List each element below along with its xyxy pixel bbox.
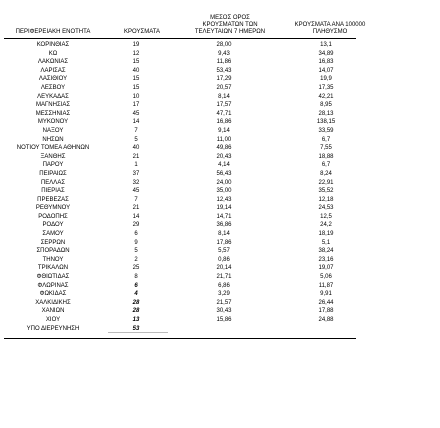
cell-avg: 21,57 (216, 299, 232, 306)
cell-per100k: 19,9 (320, 76, 332, 83)
cell-cases: 15 (132, 76, 140, 83)
cell-avg: 17,57 (216, 102, 232, 109)
table-row (4, 264, 356, 273)
cell-per100k: 17,88 (318, 308, 334, 315)
cell-per100k: 6,7 (321, 136, 331, 143)
cell-per100k: 22,91 (318, 179, 334, 186)
table-header (4, 4, 436, 38)
table-row (4, 153, 356, 162)
header-cases: ΚΡΟΥΣΜΑΤΑ (124, 29, 160, 35)
cell-avg: 20,57 (216, 84, 232, 91)
cell-avg: 17,86 (216, 239, 232, 246)
cell-cases: 53 (132, 325, 140, 332)
cell-unit: ΦΩΚΙΔΑΣ (39, 291, 67, 298)
cell-cases: 21 (132, 153, 140, 160)
cell-cases: 13 (132, 317, 140, 323)
cell-unit: ΠΙΕΡΙΑΣ (41, 188, 65, 195)
cell-avg: 28,00 (216, 42, 232, 48)
cell-cases: 15 (132, 84, 140, 91)
cell-cases: 4 (134, 291, 138, 298)
cell-cases: 14 (132, 119, 140, 126)
cell-avg: 11,86 (216, 59, 232, 66)
cell-cases: 17 (132, 102, 140, 109)
cell-unit: ΤΗΝΟΥ (42, 256, 64, 263)
table-row (4, 239, 356, 248)
cell-per100k: 42,21 (318, 93, 334, 100)
cell-cases: 25 (132, 265, 140, 272)
cell-cases: 32 (132, 179, 140, 186)
cell-unit: ΡΟΔΟΥ (42, 222, 64, 229)
table-row (4, 256, 356, 265)
cell-cases: 6 (134, 231, 138, 238)
table-row (4, 41, 356, 50)
table-row (4, 187, 356, 196)
cell-unit: ΝΟΤΙΟΥ ΤΟΜΕΑ ΑΘΗΝΩΝ (16, 145, 90, 152)
cell-unit: ΡΕΘΥΜΝΟΥ (35, 205, 71, 212)
header-per100k: ΚΡΟΥΣΜΑΤΑ ΑΝΑ 100000 ΠΛΗΘΥΣΜΟ (294, 22, 366, 35)
cell-unit: ΧΑΛΚΙΔΙΚΗΣ (35, 299, 71, 306)
cell-unit: ΤΡΙΚΑΛΩΝ (37, 265, 69, 272)
cell-cases: 9 (134, 239, 138, 246)
cell-unit: ΣΕΡΡΩΝ (40, 239, 66, 246)
header-avg: ΜΕΣΟΣ ΟΡΟΣ ΚΡΟΥΣΜΑΤΩΝ ΤΩΝ ΤΕΛΕΥΤΑΙΩΝ 7 ΗΜΕΡΩΝ (194, 15, 266, 35)
cell-avg: 30,43 (216, 308, 232, 315)
cell-cases: 40 (132, 67, 140, 74)
cell-per100k: 12,5 (320, 213, 332, 220)
cell-cases: 5 (134, 136, 138, 143)
header-divider (4, 38, 356, 39)
table-row (4, 127, 356, 136)
table-row (4, 273, 356, 282)
cell-per100k: 24,88 (318, 317, 334, 323)
cell-cases: 8 (134, 274, 138, 281)
cell-cases: 5 (134, 248, 138, 255)
cell-cases: 10 (132, 93, 140, 100)
cell-unit: ΛΕΣΒΟΥ (40, 84, 66, 91)
subtotal-divider (108, 332, 168, 333)
table-row (4, 161, 356, 170)
table-row (4, 325, 356, 334)
cell-per100k: 28,13 (318, 110, 334, 117)
cell-avg: 8,14 (218, 231, 230, 238)
cell-avg: 24,00 (216, 179, 232, 186)
cell-unit: ΣΠΟΡΑΔΩΝ (36, 248, 70, 255)
table-row (4, 204, 356, 213)
cell-per100k: 12,18 (318, 196, 334, 203)
cell-avg: 36,86 (216, 222, 232, 229)
cell-avg: 9,43 (218, 50, 230, 57)
cell-per100k: 5,06 (320, 274, 332, 281)
cell-per100k: 26,44 (318, 299, 334, 306)
table-row (4, 299, 356, 308)
cell-unit: ΚΩ (48, 50, 58, 57)
cell-avg: 47,71 (216, 110, 232, 117)
table-row (4, 93, 356, 102)
cell-avg: 49,86 (216, 145, 232, 152)
cell-avg: 19,14 (216, 205, 232, 212)
table-footer-rule (4, 338, 356, 339)
cell-cases: 12 (132, 50, 140, 57)
cell-cases: 28 (132, 299, 140, 306)
table-body (4, 41, 356, 333)
cell-avg: 21,71 (216, 274, 232, 281)
table-row (4, 101, 356, 110)
cell-unit: ΜΕΣΣΗΝΙΑΣ (35, 110, 71, 117)
cell-cases: 29 (132, 222, 140, 229)
cell-per100k: 35,52 (318, 188, 334, 195)
cell-avg: 3,29 (218, 291, 230, 298)
cell-per100k: 17,35 (318, 84, 334, 91)
table-row (4, 75, 356, 84)
cell-per100k: 9,91 (320, 291, 332, 298)
table-row (4, 118, 356, 127)
table-row (4, 247, 356, 256)
cell-unit: ΞΑΝΘΗΣ (40, 153, 66, 160)
cell-avg: 20,43 (216, 153, 232, 160)
cell-per100k: 34,89 (318, 50, 334, 57)
cell-unit: ΧΙΟΥ (45, 317, 61, 323)
cell-avg: 5,57 (218, 248, 230, 255)
table-row (4, 179, 356, 188)
cell-unit: ΧΑΝΙΩΝ (41, 308, 65, 315)
cell-per100k: 138,15 (316, 119, 336, 126)
cell-unit: ΠΑΡΟΥ (42, 162, 64, 169)
cell-per100k: 11,87 (318, 282, 334, 289)
cell-unit: ΠΡΕΒΕΖΑΣ (37, 196, 69, 203)
cell-per100k: 23,16 (318, 256, 334, 263)
cell-cases: 2 (134, 256, 138, 263)
cell-avg: 12,43 (216, 196, 232, 203)
table-row (4, 316, 356, 325)
cell-unit: ΜΥΚΟΝΟΥ (37, 119, 69, 126)
cell-per100k: 18,19 (318, 231, 334, 238)
cell-unit: ΠΕΙΡΑΙΩΣ (39, 170, 67, 177)
cell-per100k: 14,07 (318, 67, 334, 74)
cell-per100k: 16,83 (318, 59, 334, 66)
cell-unit: ΜΑΓΝΗΣΙΑΣ (35, 102, 71, 109)
cell-per100k: 24,53 (318, 205, 334, 212)
table-row (4, 144, 356, 153)
cell-cases: 21 (132, 205, 140, 212)
cell-avg: 9,14 (218, 127, 230, 134)
cell-per100k: 8,95 (320, 102, 332, 109)
cell-avg: 6,86 (218, 282, 230, 289)
cell-per100k: 5,1 (321, 239, 331, 246)
cell-per100k: 8,24 (320, 170, 332, 177)
cell-cases: 19 (132, 42, 140, 48)
cell-avg: 35,00 (216, 188, 232, 195)
table-row (4, 50, 356, 59)
cell-avg: 14,71 (216, 213, 232, 220)
table-row (4, 84, 356, 93)
cell-unit: ΚΟΡΙΝΘΙΑΣ (36, 42, 70, 48)
cell-cases: 7 (134, 196, 138, 203)
cell-cases: 7 (134, 127, 138, 134)
cell-unit: ΛΑΡΙΣΑΣ (40, 67, 66, 74)
cell-avg: 53,43 (216, 67, 232, 74)
cell-per100k: 38,24 (318, 248, 334, 255)
cell-unit: ΠΕΛΛΑΣ (40, 179, 66, 186)
cell-unit: ΡΟΔΟΠΗΣ (38, 213, 68, 220)
table-row (4, 170, 356, 179)
cell-cases: 28 (132, 308, 140, 315)
table-row (4, 290, 356, 299)
table-row (4, 136, 356, 145)
header-unit: ΠΕΡΙΦΕΡΕΙΑΚΗ ΕΝΟΤΗΤΑ (15, 29, 91, 35)
cell-cases: 40 (132, 145, 140, 152)
cell-cases: 37 (132, 170, 140, 177)
cell-per100k: 18,88 (318, 153, 334, 160)
cell-cases: 14 (132, 213, 140, 220)
cell-unit: ΝΑΞΟΥ (42, 127, 64, 134)
table-row (4, 110, 356, 119)
cell-avg: 16,86 (216, 119, 232, 126)
table-row (4, 221, 356, 230)
cell-avg: 15,86 (216, 317, 232, 323)
cell-avg: 56,43 (216, 170, 232, 177)
cases-table (4, 4, 436, 332)
table-row (4, 67, 356, 76)
cell-cases: 15 (132, 59, 140, 66)
cell-per100k: 33,59 (318, 127, 334, 134)
cell-unit: ΛΑΣΙΘΙΟΥ (38, 76, 68, 83)
cell-per100k: 6,7 (321, 162, 331, 169)
table-row (4, 196, 356, 205)
cell-per100k: 13,1 (320, 42, 332, 48)
cell-unit: ΛΑΚΩΝΙΑΣ (37, 59, 69, 66)
cell-unit: ΣΑΜΟΥ (42, 231, 64, 238)
cell-unit: ΦΛΩΡΙΝΑΣ (37, 282, 69, 289)
cell-cases: 45 (132, 188, 140, 195)
table-row (4, 282, 356, 291)
table-row (4, 213, 356, 222)
cell-avg: 0,86 (218, 256, 230, 263)
cell-unit: ΝΗΣΩΝ (42, 136, 64, 143)
cell-per100k: 24,2 (320, 222, 332, 229)
cell-per100k: 7,55 (320, 145, 332, 152)
table-row (4, 307, 356, 316)
cell-cases: 6 (134, 282, 138, 289)
cell-avg: 8,14 (218, 93, 230, 100)
cell-unit: ΛΕΥΚΑΔΑΣ (37, 93, 69, 100)
cell-avg: 4,14 (218, 162, 230, 169)
cell-unit: ΥΠΟ ΔΙΕΡΕΥΝΗΣΗ (26, 325, 80, 332)
table-row (4, 58, 356, 67)
cell-cases: 1 (134, 162, 138, 169)
cell-per100k: 19,07 (318, 265, 334, 272)
cell-avg: 17,29 (216, 76, 232, 83)
cell-avg: 11,00 (216, 136, 232, 143)
cell-avg: 20,14 (216, 265, 232, 272)
cell-unit: ΦΘΙΩΤΙΔΑΣ (36, 274, 70, 281)
table-row (4, 230, 356, 239)
cell-cases: 45 (132, 110, 140, 117)
